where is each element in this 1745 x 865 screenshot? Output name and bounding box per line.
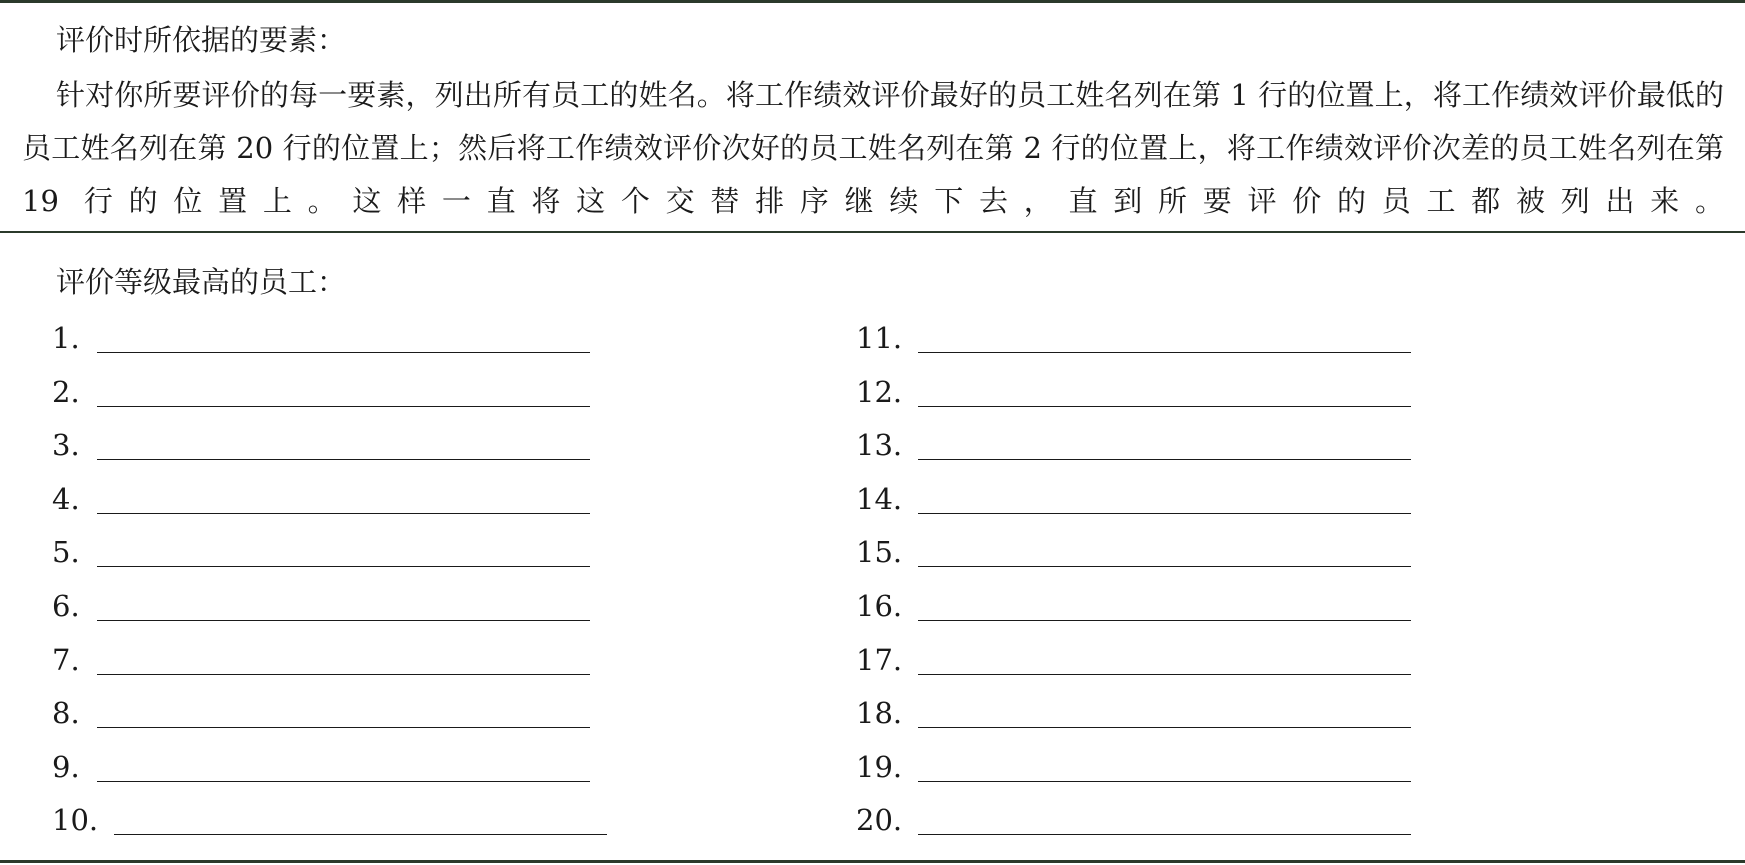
name-blank-line[interactable]	[918, 513, 1411, 514]
bottom-rule	[0, 860, 1745, 863]
highest-rank-label: 评价等级最高的员工：	[56, 265, 347, 299]
criteria-label: 评价时所依据的要素：	[56, 23, 347, 57]
rank-number: 17.	[856, 642, 903, 677]
rank-number: 2.	[52, 374, 80, 409]
rank-number: 5.	[52, 535, 80, 570]
name-blank-line[interactable]	[97, 459, 590, 460]
rank-number: 4.	[52, 481, 80, 516]
name-blank-line[interactable]	[97, 406, 590, 407]
name-blank-line[interactable]	[918, 566, 1411, 567]
name-blank-line[interactable]	[918, 459, 1411, 460]
rank-number: 1.	[52, 321, 80, 355]
name-blank-line[interactable]	[918, 620, 1411, 621]
rank-number: 16.	[856, 588, 903, 623]
name-blank-line[interactable]	[918, 727, 1411, 728]
name-blank-line[interactable]	[97, 620, 590, 621]
rank-number: 8.	[52, 696, 80, 731]
name-blank-line[interactable]	[97, 727, 590, 728]
name-blank-line[interactable]	[918, 834, 1411, 835]
section-divider	[0, 231, 1745, 233]
name-blank-line[interactable]	[918, 406, 1411, 407]
rank-number: 18.	[856, 696, 903, 731]
name-blank-line[interactable]	[97, 674, 590, 675]
rank-number: 11.	[856, 321, 903, 355]
name-blank-line[interactable]	[97, 781, 590, 782]
rank-number: 13.	[856, 428, 903, 463]
name-blank-line[interactable]	[97, 513, 590, 514]
rank-number: 14.	[856, 481, 903, 516]
rank-number: 12.	[856, 374, 903, 409]
name-blank-line[interactable]	[97, 352, 590, 353]
name-blank-line[interactable]	[114, 834, 607, 835]
rank-number: 10.	[52, 803, 99, 838]
rank-number: 7.	[52, 642, 80, 677]
rank-number: 6.	[52, 588, 80, 623]
rank-number: 20.	[856, 803, 903, 838]
rank-number: 9.	[52, 749, 80, 784]
rank-number: 19.	[856, 749, 903, 784]
name-blank-line[interactable]	[918, 674, 1411, 675]
rank-number: 3.	[52, 428, 80, 463]
name-blank-line[interactable]	[918, 781, 1411, 782]
rank-number: 15.	[856, 535, 903, 570]
name-blank-line[interactable]	[918, 352, 1411, 353]
instructions-paragraph: 针对你所要评价的每一要素，列出所有员工的姓名。将工作绩效评价最好的员工姓名列在第 1 行的位置上，将工作绩效评价最低的员工姓名列在第 20 行的位置上；然后将工作绩效评价次好的员工姓名列在第 2 行的位置上，将工作绩效评价次差的员工姓名列在第 19 行的位置上。这样一直将这个交替排序继续下去，直到所要评价的员工都被列出来。	[22, 78, 1724, 218]
top-rule	[0, 0, 1745, 3]
name-blank-line[interactable]	[97, 566, 590, 567]
